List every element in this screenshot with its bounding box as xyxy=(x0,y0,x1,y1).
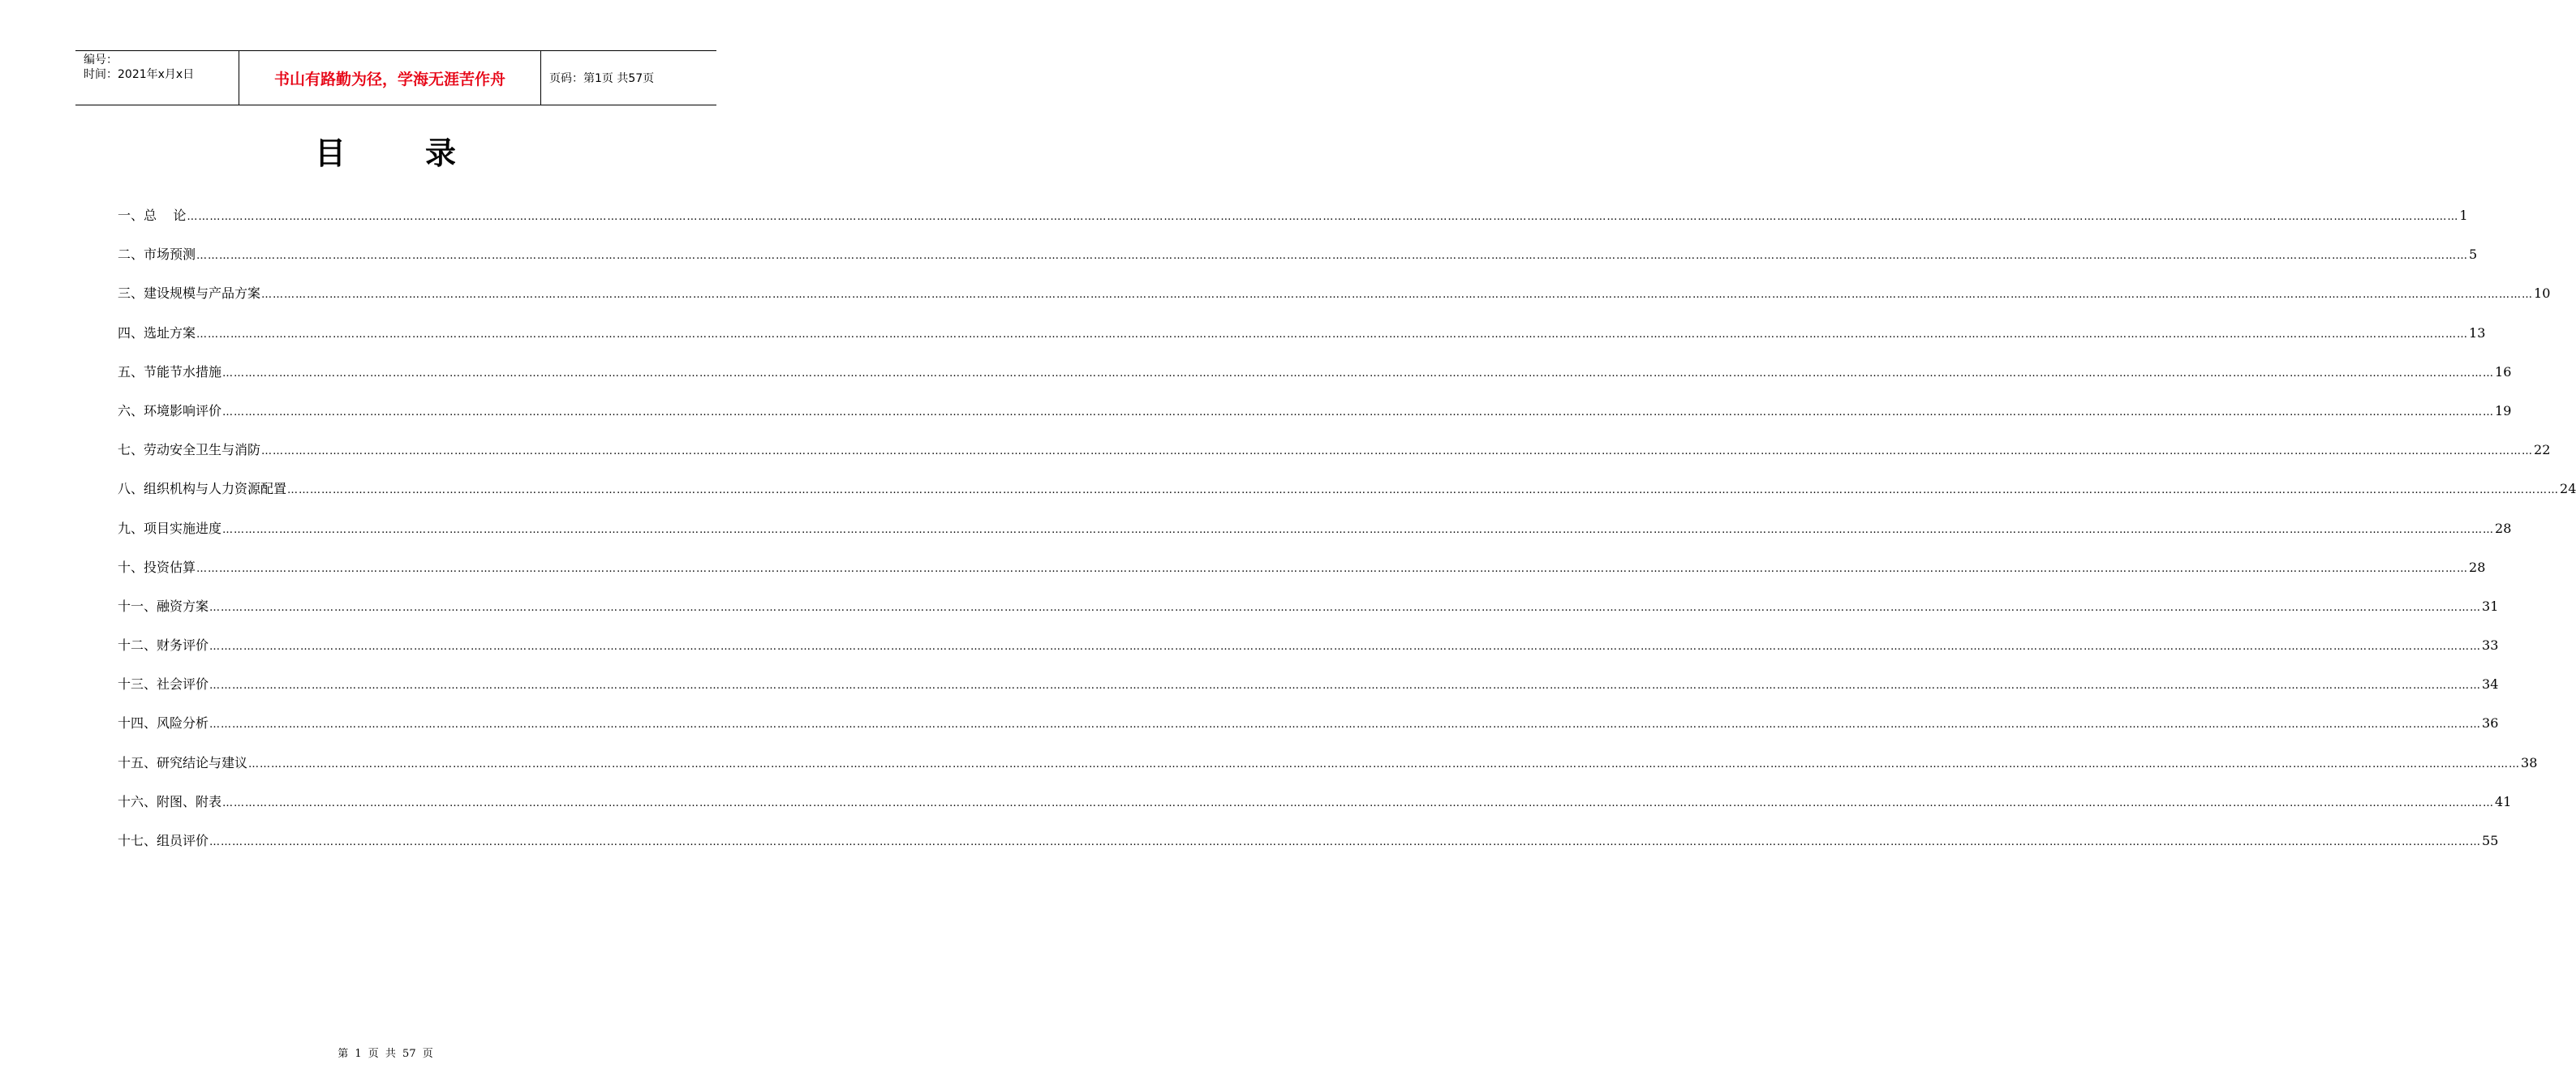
toc-entry[interactable] xyxy=(118,400,2512,439)
document-number-label: 编号： xyxy=(84,54,118,67)
page-footer: 第 1 页 共 57 页 xyxy=(338,1048,433,1060)
toc-entry[interactable] xyxy=(118,439,2551,478)
toc-entry[interactable] xyxy=(118,673,2499,712)
toc-entry[interactable] xyxy=(118,634,2499,673)
header-meta xyxy=(75,51,239,105)
page-title-left: 目 xyxy=(314,135,346,171)
toc-entry-page: 10 xyxy=(2534,285,2551,302)
toc-entry-page: 41 xyxy=(2495,793,2512,809)
toc-entry-page: 19 xyxy=(2495,402,2512,418)
toc-leader-dots: …………………………………………………………………………………………………………………………………………………………………………………………………………………………………………………………………………………………………………………………………………………………………………………………………………………………………………………………………………………………………………………………………………………… xyxy=(287,484,2560,497)
toc-leader-dots: …………………………………………………………………………………………………………………………………………………………………………………………………………………………………………………………………………………………………………………………………………………………………………………………………………………………………………………………………………………………………………………………………………………… xyxy=(196,562,2469,575)
toc-entry-page: 1 xyxy=(2459,208,2468,223)
toc-entry-page: 31 xyxy=(2482,598,2499,614)
toc-entry-label: 十四、风险分析 xyxy=(118,715,209,732)
toc-entry-page: 38 xyxy=(2521,754,2538,770)
page-header xyxy=(75,50,716,105)
header-page-info: 页码：第1页 共57页 xyxy=(549,72,655,85)
toc-entry-label: 十七、组员评价 xyxy=(118,833,209,848)
page-title-right: 录 xyxy=(425,135,457,171)
toc-leader-dots: …………………………………………………………………………………………………………………………………………………………………………………………………………………………………………………………………………………………………………………………………………………………………………………………………………………………………………………………………………………………………………………………………………………… xyxy=(209,836,2482,848)
toc-entry[interactable] xyxy=(118,478,2576,517)
toc-entry-label: 一、总 论 xyxy=(118,208,187,223)
document-time-label: 时间：2021年x月x日 xyxy=(84,68,195,81)
toc-entry-page: 33 xyxy=(2482,637,2499,654)
toc-leader-dots: …………………………………………………………………………………………………………………………………………………………………………………………………………………………………………………………………………………………………………………………………………………………………………………………………………………………………………………………………………………………………………………………………………………… xyxy=(222,796,2495,809)
toc-entry-label: 四、选址方案 xyxy=(118,324,196,341)
toc-entry[interactable] xyxy=(118,243,2478,282)
page-title xyxy=(0,128,771,173)
toc-entry-page: 5 xyxy=(2469,247,2478,263)
toc-entry[interactable] xyxy=(118,712,2499,751)
toc-entry[interactable] xyxy=(118,322,2486,361)
toc-entry-label: 六、环境影响评价 xyxy=(118,402,222,418)
table-of-contents xyxy=(118,204,2576,869)
toc-entry-label: 七、劳动安全卫生与消防 xyxy=(118,442,261,458)
toc-entry-page: 55 xyxy=(2482,833,2499,848)
toc-entry-label: 十二、财务评价 xyxy=(118,637,209,654)
toc-leader-dots: …………………………………………………………………………………………………………………………………………………………………………………………………………………………………………………………………………………………………………………………………………………………………………………………………………………………………………………………………………………………………………………………………………………… xyxy=(196,328,2469,341)
toc-entry-label: 九、项目实施进度 xyxy=(118,520,222,536)
toc-leader-dots: …………………………………………………………………………………………………………………………………………………………………………………………………………………………………………………………………………………………………………………………………………………………………………………………………………………………………………………………………………………………………………………………………………………… xyxy=(261,445,2534,458)
toc-entry-label: 十一、融资方案 xyxy=(118,598,209,614)
toc-leader-dots: …………………………………………………………………………………………………………………………………………………………………………………………………………………………………………………………………………………………………………………………………………………………………………………………………………………………………………………………………………………………………………………………………………………… xyxy=(248,757,2521,770)
toc-leader-dots: …………………………………………………………………………………………………………………………………………………………………………………………………………………………………………………………………………………………………………………………………………………………………………………………………………………………………………………………………………………………………………………………………………………… xyxy=(209,719,2482,732)
toc-entry-label: 八、组织机构与人力资源配置 xyxy=(118,481,287,497)
toc-entry-page: 24 xyxy=(2560,481,2576,497)
toc-leader-dots: …………………………………………………………………………………………………………………………………………………………………………………………………………………………………………………………………………………………………………………………………………………………………………………………………………………………………………………………………………………………………………………………………………………… xyxy=(209,641,2482,654)
toc-leader-dots: …………………………………………………………………………………………………………………………………………………………………………………………………………………………………………………………………………………………………………………………………………………………………………………………………………………………………………………………………………………………………………………………………………………… xyxy=(209,601,2482,614)
toc-entry-page: 13 xyxy=(2469,324,2486,341)
toc-entry-page: 16 xyxy=(2495,363,2512,380)
toc-leader-dots: …………………………………………………………………………………………………………………………………………………………………………………………………………………………………………………………………………………………………………………………………………………………………………………………………………………………………………………………………………………………………………………………………………………… xyxy=(222,406,2495,418)
toc-entry-label: 十六、附图、附表 xyxy=(118,793,222,809)
toc-entry-page: 36 xyxy=(2482,715,2499,732)
toc-entry[interactable] xyxy=(118,517,2512,556)
toc-entry[interactable] xyxy=(118,204,2468,243)
toc-leader-dots: …………………………………………………………………………………………………………………………………………………………………………………………………………………………………………………………………………………………………………………………………………………………………………………………………………………………………………………………………………………………………………………………………………………… xyxy=(222,367,2495,380)
toc-entry[interactable] xyxy=(118,556,2486,595)
toc-entry-label: 五、节能节水措施 xyxy=(118,363,222,380)
header-motto: 书山有路勤为径，学海无涯苦作舟 xyxy=(239,51,541,105)
toc-leader-dots: …………………………………………………………………………………………………………………………………………………………………………………………………………………………………………………………………………………………………………………………………………………………………………………………………………………………………………………………………………………………………………………………………………………… xyxy=(222,523,2495,536)
toc-entry-label: 十五、研究结论与建议 xyxy=(118,754,248,770)
toc-entry[interactable] xyxy=(118,595,2499,634)
toc-entry-label: 十、投资估算 xyxy=(118,559,196,575)
toc-leader-dots: …………………………………………………………………………………………………………………………………………………………………………………………………………………………………………………………………………………………………………………………………………………………………………………………………………………………………………………………………………………………………………………………………………………… xyxy=(187,211,2459,223)
toc-leader-dots: …………………………………………………………………………………………………………………………………………………………………………………………………………………………………………………………………………………………………………………………………………………………………………………………………………………………………………………………………………………………………………………………………………………… xyxy=(196,250,2469,263)
toc-entry[interactable] xyxy=(118,361,2512,400)
toc-entry[interactable] xyxy=(118,282,2551,321)
toc-entry-page: 28 xyxy=(2495,520,2512,536)
toc-leader-dots: …………………………………………………………………………………………………………………………………………………………………………………………………………………………………………………………………………………………………………………………………………………………………………………………………………………………………………………………………………………………………………………………………………………… xyxy=(261,289,2534,302)
toc-entry[interactable] xyxy=(118,791,2512,830)
toc-entry[interactable] xyxy=(118,752,2538,791)
toc-entry-label: 二、市场预测 xyxy=(118,247,196,263)
toc-entry-page: 28 xyxy=(2469,559,2486,575)
toc-leader-dots: …………………………………………………………………………………………………………………………………………………………………………………………………………………………………………………………………………………………………………………………………………………………………………………………………………………………………………………………………………………………………………………………………………………… xyxy=(209,680,2482,693)
toc-entry-label: 三、建设规模与产品方案 xyxy=(118,285,261,302)
toc-entry[interactable] xyxy=(118,830,2499,869)
toc-entry-page: 34 xyxy=(2482,676,2499,693)
toc-entry-page: 22 xyxy=(2534,442,2551,458)
toc-entry-label: 十三、社会评价 xyxy=(118,676,209,693)
